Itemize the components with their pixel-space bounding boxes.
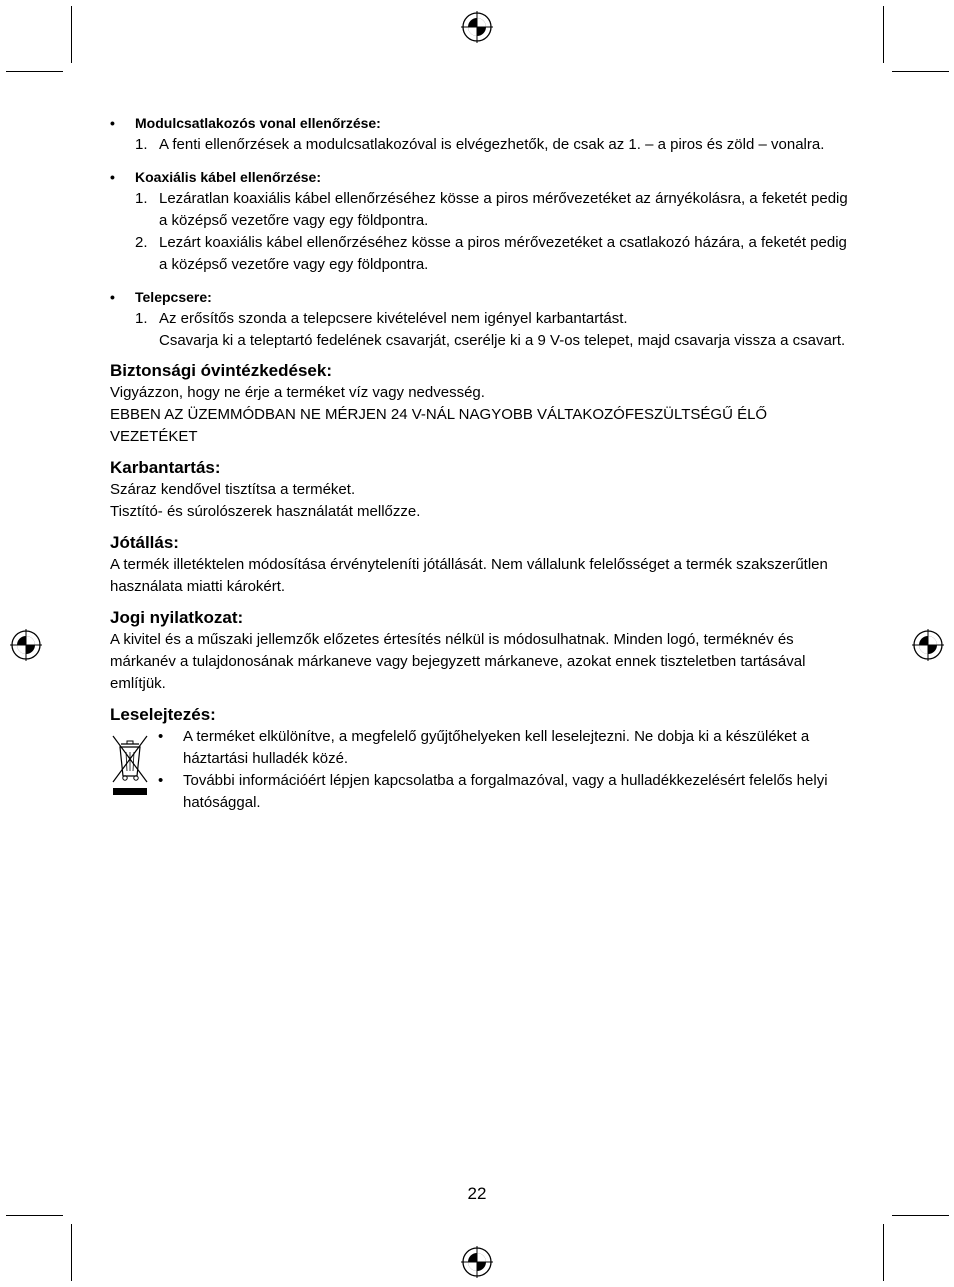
numbered-list (110, 134, 850, 156)
crop-mark-top-right-vertical (883, 6, 884, 63)
list-text: Lezárt koaxiális kábel ellenőrzéséhez kösse a piros mérővezetéket a csatlakozó házára, a feketét pedig a középső vezetőre vagy egy földpontra. (159, 234, 847, 273)
list-text-continued: Csavarja ki a teleptartó fedelének csavarját, cserélje ki a 9 V-os telepet, majd csavarja vissza a csavart. (159, 332, 846, 349)
bullet-heading (110, 286, 850, 308)
list-number: 1. (135, 310, 148, 327)
numbered-list (110, 188, 850, 276)
registration-mark-icon (461, 11, 493, 43)
section-heading: Leselejtezés: (110, 705, 216, 724)
bullet-heading-text: Koaxiális kábel ellenőrzése: (135, 169, 321, 185)
bullet-icon: • (158, 772, 164, 789)
list-text: Az erősítős szonda a telepcsere kivételével nem igényel karbantartást. (159, 310, 628, 327)
crossed-out-wheelie-bin-icon (110, 732, 150, 800)
registration-mark-icon (10, 629, 42, 661)
list-number: 1. (135, 190, 148, 207)
paragraph: Vigyázzon, hogy ne érje a terméket víz vagy nedvesség. (110, 384, 485, 401)
bullet-icon: • (110, 115, 115, 131)
paragraph: A termék illetéktelen módosítása érvényteleníti jótállását. Nem vállalunk felelősséget a termék szakszerűtlen használata miatti károkért. (110, 556, 828, 595)
crop-mark-top-left-vertical (71, 6, 72, 63)
bullet-icon: • (110, 289, 115, 305)
section-heading: Karbantartás: (110, 458, 221, 477)
crop-mark-top-left-horizontal (6, 71, 63, 72)
bullet-heading-text: Modulcsatlakozós vonal ellenőrzése: (135, 115, 381, 131)
section-warranty (110, 532, 850, 598)
paragraph: A kivitel és a műszaki jellemzők előzetes értesítés nélkül is módosulhatnak. Minden logó, terméknév és márkanév a tulajdonosának márkaneve vagy bejegyzett márkaneve, azokat ennek tiszteletben tartásával említjük. (110, 631, 806, 692)
list-text: Lezáratlan koaxiális kábel ellenőrzéséhez kösse a piros mérővezetéket az árnyékolásra, a feketét pedig a középső vezetőre vagy egy földpontra. (159, 190, 848, 229)
list-item (158, 770, 850, 814)
section-safety (110, 360, 850, 448)
list-text: A fenti ellenőrzések a modulcsatlakozóval is elvégezhetők, de csak az 1. – a piros és zöld – vonalra. (159, 136, 825, 153)
bullet-heading-text: Telepcsere: (135, 289, 212, 305)
list-item (110, 232, 850, 276)
check-coaxial-cable (110, 166, 850, 276)
paragraph: Száraz kendővel tisztítsa a terméket. (110, 481, 356, 498)
disposal-list (110, 726, 850, 814)
list-item (158, 726, 850, 770)
section-disposal (110, 704, 850, 814)
section-heading: Jótállás: (110, 533, 179, 552)
list-item (110, 188, 850, 232)
page-number: 22 (467, 1184, 487, 1203)
list-number: 2. (135, 234, 148, 251)
registration-mark-icon (461, 1246, 493, 1278)
section-maintenance (110, 457, 850, 523)
page-content (110, 110, 850, 824)
bullet-icon: • (110, 169, 115, 185)
bullet-icon: • (158, 728, 164, 745)
warning-text: EBBEN AZ ÜZEMMÓDBAN NE MÉRJEN 24 V-NÁL NAGYOBB VÁLTAKOZÓFESZÜLTSÉGŰ ÉLŐ VEZETÉKET (110, 406, 768, 445)
bullet-heading (110, 166, 850, 188)
list-number: 1. (135, 136, 148, 153)
crop-mark-top-right-horizontal (892, 71, 949, 72)
paragraph: Tisztító- és súrolószerek használatát mellőzze. (110, 503, 421, 520)
battery-replacement (110, 286, 850, 352)
crop-mark-bottom-left-vertical (71, 1224, 72, 1281)
numbered-list (110, 308, 850, 352)
crop-mark-bottom-right-horizontal (892, 1215, 949, 1216)
list-item (110, 134, 850, 156)
check-modular-line (110, 112, 850, 156)
section-heading: Jogi nyilatkozat: (110, 608, 244, 627)
crop-mark-bottom-right-vertical (883, 1224, 884, 1281)
registration-mark-icon (912, 629, 944, 661)
list-text: A terméket elkülönítve, a megfelelő gyűjtőhelyeken kell leselejtezni. Ne dobja ki a készüléket a háztartási hulladék közé. (183, 728, 810, 767)
section-legal (110, 607, 850, 695)
list-text: További információért lépjen kapcsolatba a forgalmazóval, vagy a hulladékkezelésért felelős helyi hatósággal. (183, 772, 828, 811)
disposal-block (110, 726, 850, 814)
crop-mark-bottom-left-horizontal (6, 1215, 63, 1216)
bullet-heading (110, 112, 850, 134)
list-item (110, 308, 850, 352)
section-heading: Biztonsági óvintézkedések: (110, 361, 333, 380)
